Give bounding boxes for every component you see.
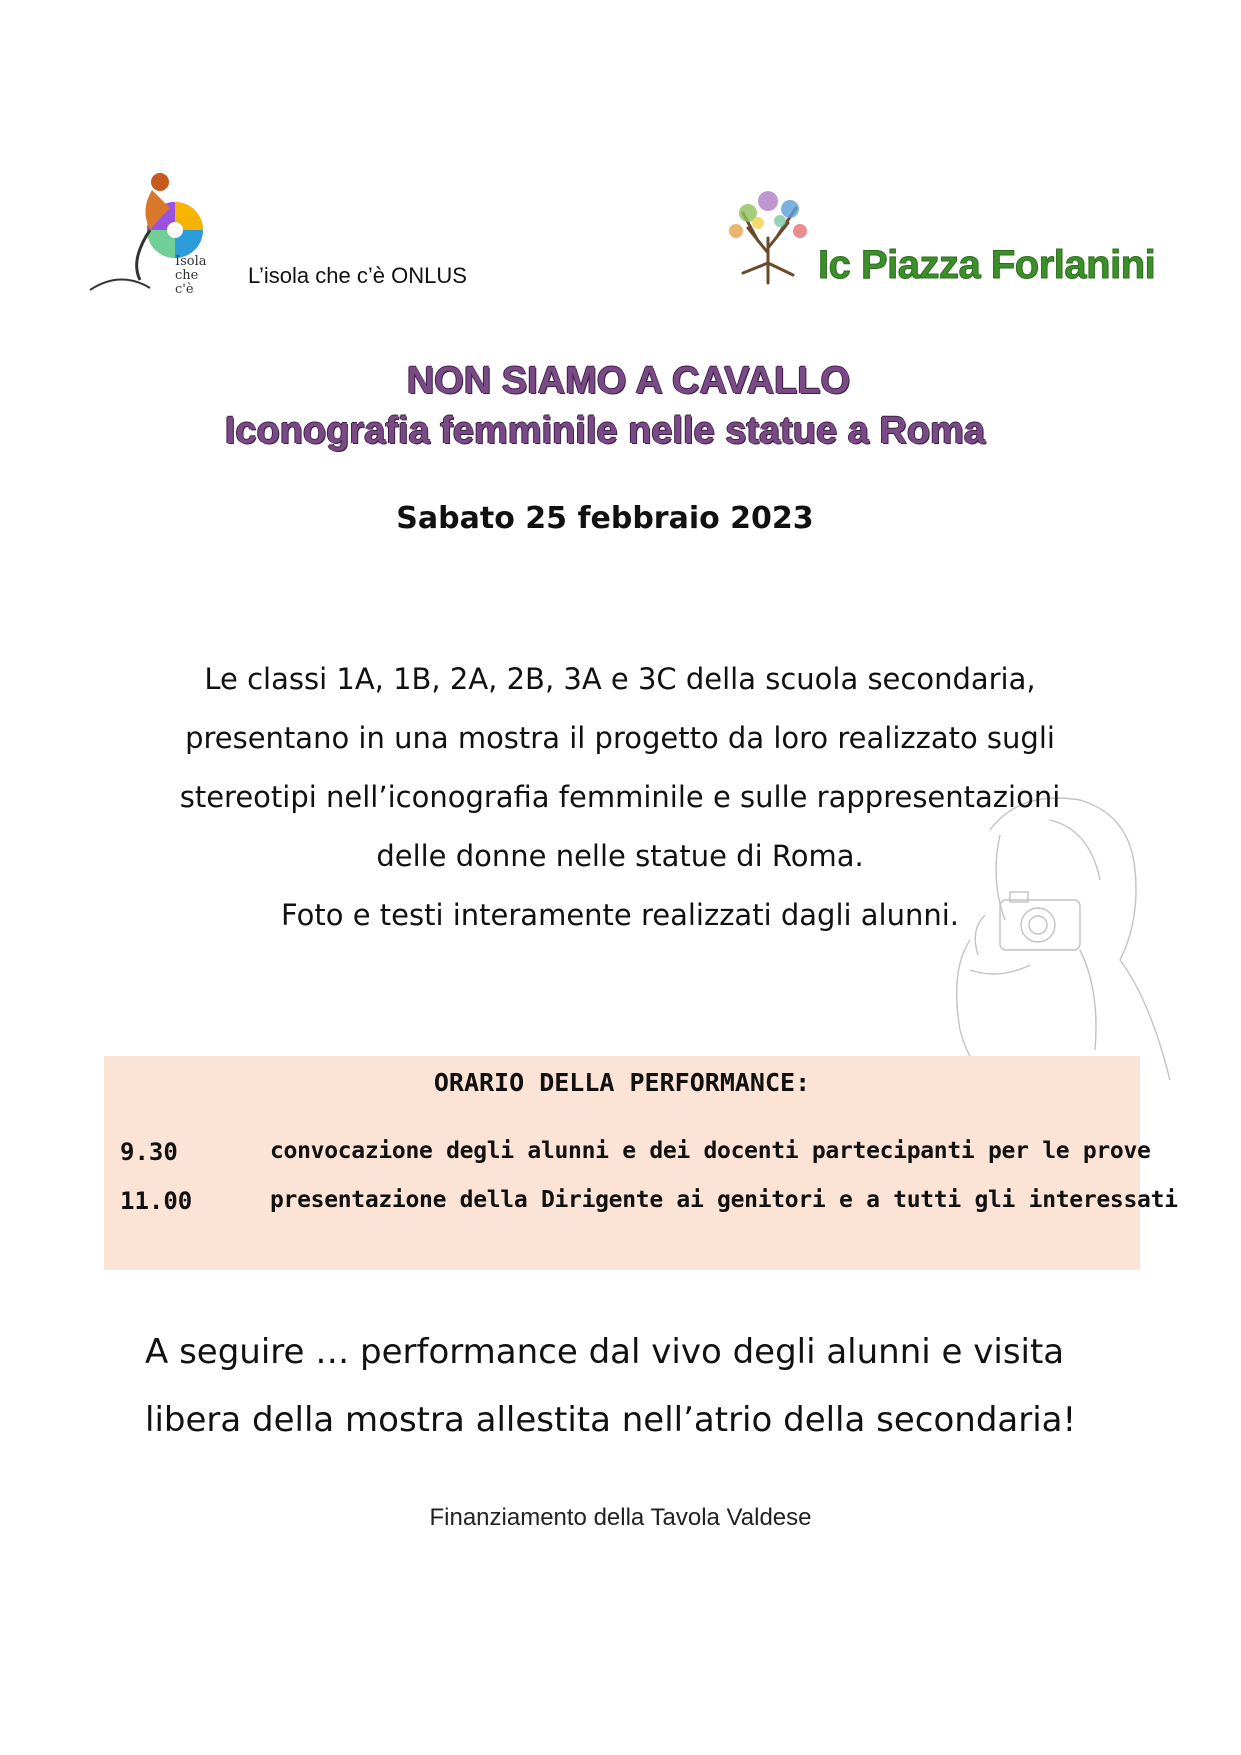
description-line: delle donne nelle statue di Roma.	[376, 839, 864, 873]
description-line: stereotipi nell’iconografia femminile e sulle rappresentazioni	[179, 780, 1061, 814]
schedule-time: 11.00	[120, 1187, 193, 1215]
title-line-2: Iconografia femminile nelle statue a Roma	[224, 410, 986, 452]
funding-note: Finanziamento della Tavola Valdese	[429, 1504, 812, 1531]
follow-up-text	[145, 1318, 1145, 1454]
schedule-row	[120, 1187, 1178, 1227]
follow-up-line: libera della mostra allestita nell’atrio della secondaria!	[145, 1400, 1077, 1440]
schedule-text: presentazione della Dirigente ai genitori e a tutti gli interessati	[270, 1187, 1178, 1213]
description	[130, 650, 1110, 945]
description-line: Le classi 1A, 1B, 2A, 2B, 3A e 3C della scuola secondaria,	[204, 662, 1036, 696]
description-line: presentano in una mostra il progetto da loro realizzato sugli	[185, 721, 1055, 755]
schedule-text: convocazione degli alunni e dei docenti partecipanti per le prove	[270, 1138, 1151, 1164]
follow-up-line: A seguire … performance dal vivo degli alunni e visita	[145, 1332, 1065, 1372]
schedule-box	[104, 1056, 1178, 1270]
tree-logo	[718, 183, 818, 288]
isola-che-ce-logo-text: Isola che c'è	[175, 254, 207, 297]
left-org-name: L’isola che c’è ONLUS	[248, 263, 467, 288]
schedule-row	[120, 1138, 1151, 1178]
title-line-1: NON SIAMO A CAVALLO	[406, 360, 851, 402]
description-line: Foto e testi interamente realizzati dagli alunni.	[280, 898, 960, 932]
schedule-time: 9.30	[120, 1138, 178, 1166]
school-name: Ic Piazza Forlanini	[818, 243, 1156, 287]
schedule-title: ORARIO DELLA PERFORMANCE:	[433, 1068, 811, 1097]
event-date: Sabato 25 febbraio 2023	[396, 501, 814, 536]
